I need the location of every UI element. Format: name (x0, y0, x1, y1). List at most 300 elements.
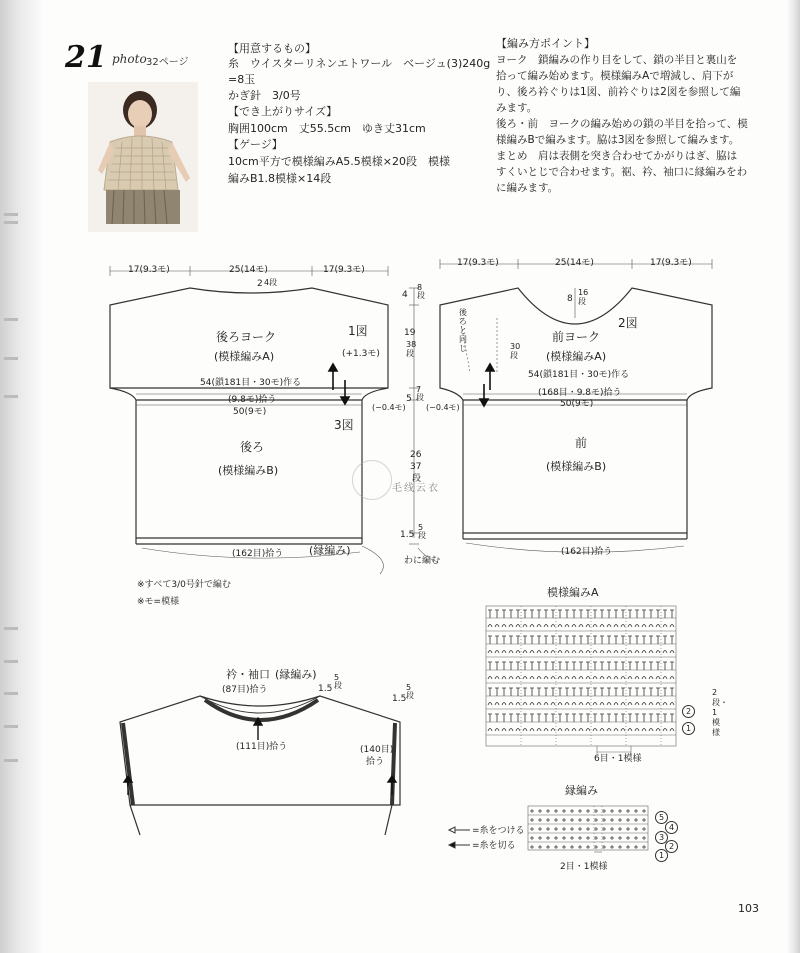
yarn-line: 糸 ウイスターリネンエトワール ベージュ(3)240g (228, 57, 491, 70)
stitch-symbol (614, 677, 618, 680)
stitch-symbol (663, 677, 667, 680)
stitch-symbol (565, 651, 569, 654)
edging-chart-title: 縁編み (565, 784, 598, 797)
row-number: 2 (682, 705, 695, 718)
edge-stitch-symbol (602, 836, 606, 840)
back-width: 50(9モ) (233, 407, 267, 417)
stitch-symbol (488, 729, 492, 732)
dim-armhole-rows: 7段 (416, 385, 424, 402)
stitch-symbol (663, 662, 667, 670)
stitch-symbol (621, 662, 625, 670)
stitch-symbol (586, 610, 590, 618)
edge-stitch-symbol (594, 809, 598, 813)
stitch-symbol (516, 610, 520, 618)
stitch-symbol (516, 625, 520, 628)
stitch-symbol (565, 610, 569, 618)
edge-stitch-symbol (530, 845, 534, 849)
edge-stitch-symbol (578, 836, 582, 840)
edge-stitch-symbol (554, 818, 558, 822)
gauge-line-2: 編みB1.8模様×14段 (228, 172, 332, 185)
page-number: 103 (738, 902, 759, 915)
stitch-symbol (670, 688, 674, 696)
stitch-symbol (656, 714, 660, 722)
stitch-symbol (593, 677, 597, 680)
edge-stitch-symbol (634, 809, 638, 813)
stitch-symbol (593, 625, 597, 628)
stitch-symbol (635, 714, 639, 722)
stitch-symbol (635, 688, 639, 696)
edge-stitch-symbol (610, 809, 614, 813)
edge-stitch-symbol (538, 818, 542, 822)
edge-stitch-symbol (642, 845, 646, 849)
stitch-symbol (572, 677, 576, 680)
stitch-symbol (621, 688, 625, 696)
stitch-symbol (502, 688, 506, 696)
stitch-symbol (530, 651, 534, 654)
stitch-symbol (488, 662, 492, 670)
stitch-symbol (537, 703, 541, 706)
stitch-symbol (642, 729, 646, 732)
edge-stitch-symbol (562, 836, 566, 840)
stitch-symbol (530, 714, 534, 722)
front-body-title: 前 (575, 436, 588, 450)
stitch-symbol (656, 651, 660, 654)
stitch-symbol (516, 677, 520, 680)
gauge-line-1: 10cm平方で模様編みA5.5模様×20段 模様 (228, 155, 450, 168)
stitch-symbol (572, 729, 576, 732)
edge-stitch-symbol (546, 836, 550, 840)
edge-stitch-symbol (602, 809, 606, 813)
stitch-symbol (649, 714, 653, 722)
stitch-symbol (642, 714, 646, 722)
points-line: り、後ろ衿ぐりは1図、前衿ぐりは2図を参照して編 (496, 86, 741, 98)
edge-stitch-symbol (546, 809, 550, 813)
stitch-symbol (523, 688, 527, 696)
stitch-symbol (551, 677, 555, 680)
edge-stitch-symbol (642, 809, 646, 813)
stitch-symbol (628, 677, 632, 680)
stitch-symbol (509, 677, 513, 680)
stitch-symbol (649, 662, 653, 670)
stitch-symbol (572, 610, 576, 618)
stitch-symbol (509, 688, 513, 696)
stitch-symbol (586, 703, 590, 706)
edge-stitch-symbol (626, 836, 630, 840)
stitch-symbol (593, 714, 597, 722)
row-number: 1 (655, 849, 668, 862)
stitch-symbol (628, 729, 632, 732)
stitch-symbol (537, 610, 541, 618)
stitch-symbol (509, 625, 513, 628)
stitch-symbol (670, 703, 674, 706)
edge-stitch-symbol (578, 818, 582, 822)
stitch-symbol (579, 662, 583, 670)
hook-size: かぎ針 3/0号 (228, 89, 301, 102)
cuff-width: 1.5 (392, 694, 407, 704)
stitch-symbol (565, 636, 569, 644)
stitch-symbol (579, 610, 583, 618)
pattern-number: 21 (65, 40, 107, 75)
stitch-symbol (656, 636, 660, 644)
stitch-symbol (656, 729, 660, 732)
edge-stitch-symbol (634, 827, 638, 831)
stitch-symbol (649, 688, 653, 696)
stitch-symbol (495, 625, 499, 628)
stitch-symbol (614, 610, 618, 618)
stitch-symbol (572, 662, 576, 670)
stitch-symbol (607, 636, 611, 644)
dim-edge-rows: 5段 (418, 523, 426, 540)
stitch-symbol (621, 625, 625, 628)
stitch-symbol (607, 625, 611, 628)
stitch-symbol (635, 651, 639, 654)
edge-stitch-symbol (610, 818, 614, 822)
photo-label: photo (112, 52, 147, 66)
stitch-symbol (586, 688, 590, 696)
edge-stitch-symbol (618, 836, 622, 840)
dim-body-rows-unit: 段 (412, 474, 422, 484)
same-as-back: 後ろと同じ (459, 308, 467, 353)
back-hem-pickup: (162目)拾う (232, 549, 284, 559)
collar-width: 1.5 (318, 684, 333, 694)
stitch-symbol (635, 729, 639, 732)
stitch-symbol (607, 729, 611, 732)
stitch-symbol (495, 714, 499, 722)
stitch-symbol (600, 714, 604, 722)
stitch-symbol (642, 610, 646, 618)
stitch-symbol (586, 651, 590, 654)
yarn-quantity: =8玉 (228, 73, 256, 86)
stitch-symbol (495, 651, 499, 654)
stitch-symbol (537, 636, 541, 644)
stitch-symbol (628, 714, 632, 722)
stitch-symbol (642, 703, 646, 706)
stitch-symbol (572, 625, 576, 628)
cuff-pickup-unit: 拾う (366, 757, 385, 767)
stitch-symbol (628, 636, 632, 644)
back-pickup: (9.8モ)拾う (228, 395, 277, 405)
stitch-symbol (565, 662, 569, 670)
stitch-symbol (614, 651, 618, 654)
stitch-symbol (530, 688, 534, 696)
stitch-symbol (502, 729, 506, 732)
points-line: 様編みBで編みます。脇は3図を参照して編みます。 (496, 134, 740, 146)
stitch-symbol (502, 610, 506, 618)
legend-attach-yarn: =糸をつける (472, 826, 525, 836)
back-body-title: 後ろ (240, 440, 265, 454)
stitch-symbol (516, 662, 520, 670)
stitch-symbol (572, 636, 576, 644)
dim-shoulder-rows: 8段 (417, 283, 425, 300)
front-neck-depth: 8 (567, 294, 573, 304)
stitch-symbol (607, 688, 611, 696)
edge-stitch-symbol (634, 836, 638, 840)
back-top-right-dim: 17(9.3モ) (323, 265, 365, 275)
stitch-symbol (523, 610, 527, 618)
stitch-symbol (488, 636, 492, 644)
stitch-symbol (558, 662, 562, 670)
stitch-symbol (586, 662, 590, 670)
stitch-symbol (663, 636, 667, 644)
stitch-symbol (551, 610, 555, 618)
stitch-symbol (656, 662, 660, 670)
stitch-symbol (530, 625, 534, 628)
stitch-symbol (614, 636, 618, 644)
edge-stitch-symbol (538, 809, 542, 813)
stitch-symbol (558, 688, 562, 696)
stitch-symbol (614, 729, 618, 732)
stitch-symbol (600, 625, 604, 628)
edge-stitch-symbol (538, 845, 542, 849)
dim-yoke-rows: 38段 (406, 340, 417, 358)
stitch-symbol (586, 714, 590, 722)
stitch-symbol (572, 651, 576, 654)
stitch-symbol (565, 688, 569, 696)
back-yoke-title: 後ろヨーク (216, 330, 277, 344)
stitch-symbol (621, 714, 625, 722)
edge-stitch-symbol (626, 845, 630, 849)
front-top-mid-dim: 25(14モ) (555, 258, 594, 268)
edge-stitch-symbol (570, 809, 574, 813)
edge-stitch-symbol (602, 818, 606, 822)
points-line: ヨーク 鎖編みの作り目をして、鎖の半目と裏山を (496, 54, 738, 66)
stitch-symbol (670, 625, 674, 628)
stitch-symbol (663, 651, 667, 654)
stitch-symbol (509, 636, 513, 644)
stitch-symbol (530, 729, 534, 732)
stitch-symbol (502, 703, 506, 706)
stitch-symbol (488, 625, 492, 628)
stitch-symbol (551, 729, 555, 732)
edge-stitch-symbol (570, 827, 574, 831)
stitch-symbol (523, 703, 527, 706)
stitch-symbol (656, 688, 660, 696)
edge-stitch-symbol (578, 827, 582, 831)
edge-stitch-symbol (618, 818, 622, 822)
row-number: 2 (665, 840, 678, 853)
stitch-symbol (488, 688, 492, 696)
stitch-symbol (523, 662, 527, 670)
watermark-logo (352, 460, 392, 500)
chart-a-rows-label: 2段・1模様 (712, 688, 728, 737)
stitch-symbol (663, 714, 667, 722)
stitch-symbol (488, 610, 492, 618)
stitch-symbol (558, 651, 562, 654)
edge-stitch-symbol (546, 818, 550, 822)
stitch-symbol (579, 651, 583, 654)
materials-heading: 【用意するもの】 (228, 42, 316, 55)
stitch-symbol (551, 688, 555, 696)
edge-stitch-symbol (538, 827, 542, 831)
stitch-symbol (565, 714, 569, 722)
edge-stitch-symbol (546, 845, 550, 849)
stitch-symbol (614, 714, 618, 722)
stitch-symbol (495, 677, 499, 680)
stitch-symbol (593, 610, 597, 618)
gauge-heading: 【ゲージ】 (228, 138, 283, 151)
back-edging: (縁編み) (309, 544, 351, 557)
finished-size: 胸囲100cm 丈55.5cm ゆき丈31cm (228, 122, 426, 135)
stitch-symbol (628, 703, 632, 706)
stitch-symbol (600, 610, 604, 618)
points-heading: 【編み方ポイント】 (496, 37, 595, 50)
edge-stitch-symbol (562, 845, 566, 849)
stitch-symbol (530, 610, 534, 618)
stitch-symbol (495, 729, 499, 732)
dim-edge: 1.5 (400, 530, 415, 540)
stitch-symbol (593, 703, 597, 706)
stitch-symbol (516, 636, 520, 644)
stitch-symbol (537, 729, 541, 732)
stitch-symbol (579, 729, 583, 732)
collar-back-pickup: (111目)拾う (236, 742, 288, 752)
stitch-symbol (586, 729, 590, 732)
stitch-symbol (670, 714, 674, 722)
cuff-rows: 5段 (406, 683, 414, 700)
stitch-symbol (621, 610, 625, 618)
edge-stitch-symbol (602, 827, 606, 831)
stitch-symbol (614, 662, 618, 670)
figure-3-label: 3図 (334, 418, 354, 432)
edge-stitch-symbol (610, 827, 614, 831)
stitch-symbol (649, 636, 653, 644)
stitch-symbol (565, 625, 569, 628)
stitch-symbol (565, 703, 569, 706)
figure-2-label: 2図 (618, 316, 638, 330)
stitch-symbol (600, 662, 604, 670)
stitch-symbol (572, 703, 576, 706)
stitch-symbol (495, 703, 499, 706)
stitch-symbol (495, 610, 499, 618)
stitch-symbol (544, 662, 548, 670)
stitch-symbol (537, 625, 541, 628)
stitch-symbol (551, 651, 555, 654)
collar-title: 衿・袖口 (226, 668, 270, 681)
stitch-symbol (495, 662, 499, 670)
photo-page: 32ページ (146, 57, 189, 68)
stitch-symbol (656, 703, 660, 706)
edge-stitch-symbol (586, 809, 590, 813)
figure-1-label: 1図 (348, 324, 368, 338)
stitch-symbol (621, 636, 625, 644)
note-hook: ※すべて3/0号針で編む (137, 580, 231, 590)
stitch-symbol (523, 651, 527, 654)
stitch-symbol (586, 677, 590, 680)
stitch-symbol (579, 688, 583, 696)
stitch-symbol (593, 729, 597, 732)
points-line: すくいとじで合わせます。裾、衿、袖口に縁編みをわ (496, 166, 748, 178)
stitch-symbol (635, 677, 639, 680)
points-line: まとめ 肩は表側を突き合わせてかがりはぎ、脇は (496, 150, 738, 162)
stitch-symbol (495, 688, 499, 696)
front-top-left-dim: 17(9.3モ) (457, 258, 499, 268)
stitch-symbol (642, 636, 646, 644)
row-number: 5 (655, 811, 668, 824)
stitch-symbol (509, 729, 513, 732)
back-neck-depth: 2 (257, 279, 263, 289)
edge-stitch-symbol (618, 827, 622, 831)
stitch-symbol (656, 610, 660, 618)
stitch-symbol (530, 677, 534, 680)
edge-stitch-symbol (554, 809, 558, 813)
edge-stitch-symbol (554, 845, 558, 849)
stitch-symbol (558, 677, 562, 680)
edge-stitch-symbol (562, 809, 566, 813)
edge-stitch-symbol (570, 818, 574, 822)
stitch-symbol (614, 703, 618, 706)
stitch-symbol (544, 610, 548, 618)
dim-yoke: 19 (404, 328, 416, 338)
stitch-symbol (579, 703, 583, 706)
dim-armhole: 5 (406, 394, 412, 404)
stitch-symbol (593, 662, 597, 670)
chart-a-row-1 (682, 716, 695, 735)
stitch-symbol (670, 610, 674, 618)
stitch-symbol (509, 703, 513, 706)
edge-stitch-symbol (570, 845, 574, 849)
front-neck-rows: 16段 (578, 288, 589, 306)
stitch-symbol (607, 677, 611, 680)
row-number: 3 (655, 831, 668, 844)
stitch-symbol (649, 651, 653, 654)
stitch-symbol (523, 677, 527, 680)
stitch-symbol (607, 610, 611, 618)
stitch-symbol (628, 688, 632, 696)
stitch-symbol (495, 636, 499, 644)
edge-stitch-symbol (530, 836, 534, 840)
stitch-symbol (502, 677, 506, 680)
stitch-symbol (523, 636, 527, 644)
stitch-symbol (600, 703, 604, 706)
stitch-symbol (509, 610, 513, 618)
stitch-symbol (663, 688, 667, 696)
stitch-symbol (502, 651, 506, 654)
dim-body: 26 (410, 450, 422, 460)
back-chain: 54(鎖181目・30モ)作る (200, 378, 302, 388)
stitch-symbol (516, 651, 520, 654)
stitch-symbol (558, 714, 562, 722)
edge-stitch-symbol (618, 809, 622, 813)
stitch-symbol (649, 625, 653, 628)
stitch-symbol (593, 651, 597, 654)
stitch-symbol (523, 714, 527, 722)
stitch-symbol (516, 714, 520, 722)
cuff-pickup: (140目) (360, 745, 394, 755)
chart-a-width-label: 6目・1模様 (594, 754, 642, 764)
back-plus: (+1.3モ) (342, 349, 380, 359)
stitch-symbol (642, 625, 646, 628)
stitch-symbol (621, 651, 625, 654)
stitch-symbol (572, 714, 576, 722)
edge-stitch-symbol (530, 818, 534, 822)
stitch-symbol (649, 729, 653, 732)
stitch-symbol (523, 729, 527, 732)
stitch-symbol (642, 651, 646, 654)
edging-row-1 (655, 843, 668, 862)
back-neck-rows: 4段 (264, 278, 278, 287)
knit-in-round: わに編む (404, 556, 441, 566)
edge-stitch-symbol (594, 827, 598, 831)
dim-minus-left: (−0.4モ) (372, 403, 406, 412)
stitch-symbol (628, 610, 632, 618)
row-number: 1 (682, 722, 695, 735)
chart-a-title: 模様編みA (547, 586, 599, 599)
edge-stitch-symbol (538, 836, 542, 840)
front-yoke-pattern: (模様編みA) (546, 350, 607, 363)
row-number: 4 (665, 821, 678, 834)
stitch-symbol (565, 729, 569, 732)
stitch-symbol (663, 610, 667, 618)
